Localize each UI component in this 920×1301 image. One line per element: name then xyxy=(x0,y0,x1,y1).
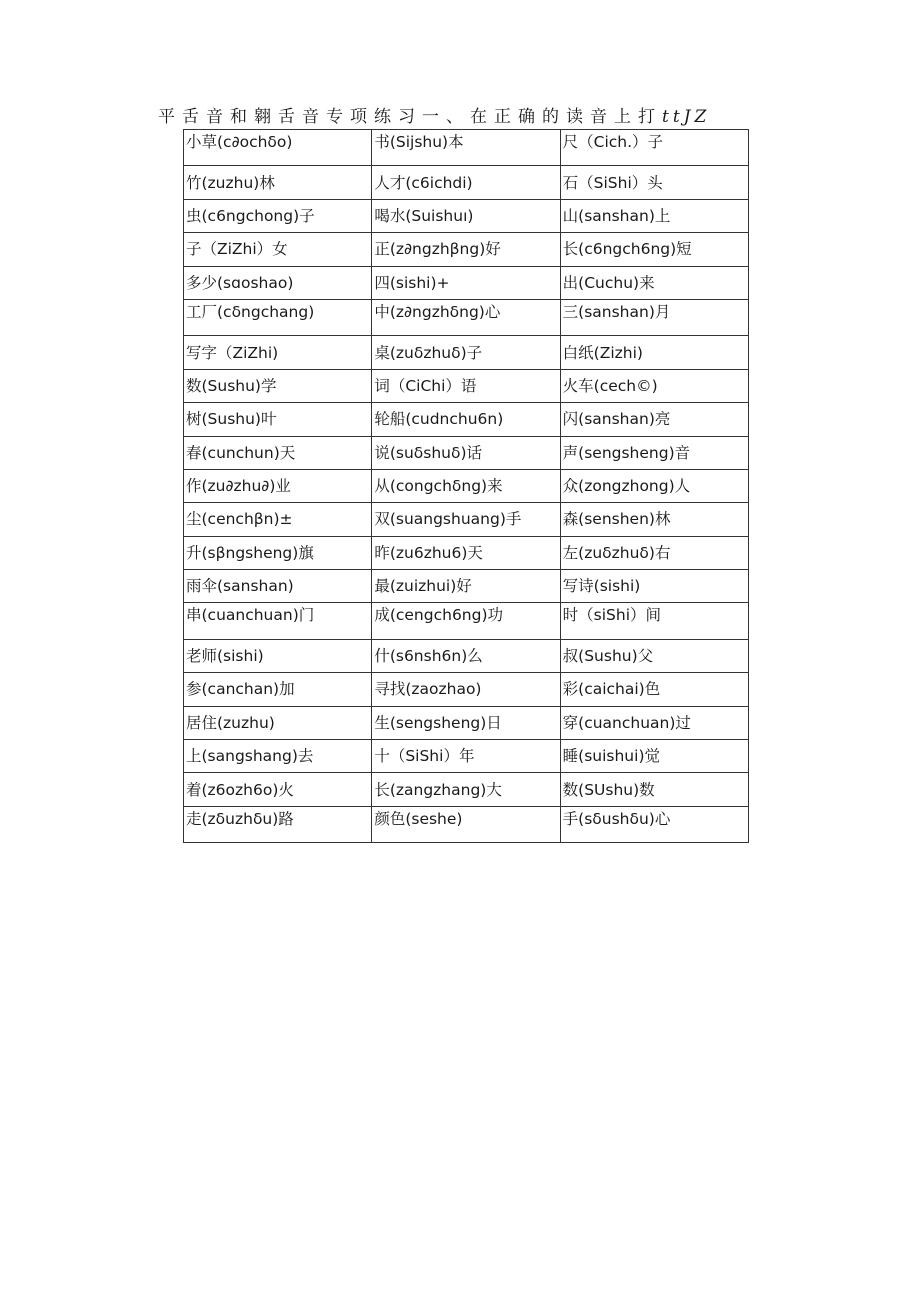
table-cell: 春(cunchun)天 xyxy=(184,436,372,469)
table-cell: 桌(zuδzhuδ)子 xyxy=(372,336,560,369)
table-cell: 老师(sishi) xyxy=(184,639,372,672)
table-row xyxy=(184,469,749,502)
table-cell: 时（siShi）间 xyxy=(560,603,748,639)
table-cell: 寻找(zaozhao) xyxy=(372,673,560,706)
page-title xyxy=(158,106,798,128)
table-cell: 书(Sijshu)本 xyxy=(372,130,560,166)
table-cell: 树(Sushu)叶 xyxy=(184,403,372,436)
table-row xyxy=(184,773,749,806)
table-cell: 数(SUshu)数 xyxy=(560,773,748,806)
table-row xyxy=(184,536,749,569)
table-cell: 昨(zu6zhu6)天 xyxy=(372,536,560,569)
table-cell: 轮船(cudnchu6n) xyxy=(372,403,560,436)
table-row xyxy=(184,130,749,166)
table-row xyxy=(184,233,749,266)
table-cell: 正(z∂ngzhβng)好 xyxy=(372,233,560,266)
table-row xyxy=(184,740,749,773)
table-cell: 彩(caichai)色 xyxy=(560,673,748,706)
table-cell: 十（SiShi）年 xyxy=(372,740,560,773)
table-cell: 雨伞(sanshan) xyxy=(184,570,372,603)
table-cell: 穿(cuanchuan)过 xyxy=(560,706,748,739)
table-cell: 升(sβngsheng)旗 xyxy=(184,536,372,569)
title-main: 平舌音和翱舌音专项练习一、在正确的读音上打 xyxy=(158,107,662,127)
table-row xyxy=(184,706,749,739)
table-row xyxy=(184,639,749,672)
table-cell: 居住(zuzhu) xyxy=(184,706,372,739)
table-cell: 四(sishi)+ xyxy=(372,266,560,299)
table-cell: 作(zu∂zhu∂)业 xyxy=(184,469,372,502)
table-cell: 生(sengsheng)日 xyxy=(372,706,560,739)
table-cell: 手(sδushδu)心 xyxy=(560,806,748,842)
table-cell: 竹(zuzhu)林 xyxy=(184,166,372,199)
table-cell: 双(suangshuang)手 xyxy=(372,503,560,536)
table-cell: 数(Sushu)学 xyxy=(184,369,372,402)
table-cell: 山(sanshan)上 xyxy=(560,199,748,232)
table-cell: 词（CiChi）语 xyxy=(372,369,560,402)
table-cell: 工厂(cδngchang) xyxy=(184,299,372,335)
table-cell: 闪(sanshan)亮 xyxy=(560,403,748,436)
table-cell: 成(cengch6ng)功 xyxy=(372,603,560,639)
table-cell: 森(senshen)林 xyxy=(560,503,748,536)
table-cell: 着(z6ozh6o)火 xyxy=(184,773,372,806)
table-cell: 三(sanshan)月 xyxy=(560,299,748,335)
table-cell: 多少(sɑoshao) xyxy=(184,266,372,299)
table-row xyxy=(184,166,749,199)
table-row xyxy=(184,503,749,536)
table-cell: 尘(cenchβn)± xyxy=(184,503,372,536)
table-cell: 左(zuδzhuδ)右 xyxy=(560,536,748,569)
table-row xyxy=(184,603,749,639)
table-cell: 出(Cuchu)来 xyxy=(560,266,748,299)
table-row xyxy=(184,673,749,706)
table-cell: 上(sangshang)去 xyxy=(184,740,372,773)
table-cell: 尺（Cich.）子 xyxy=(560,130,748,166)
table-cell: 声(sengsheng)音 xyxy=(560,436,748,469)
table-cell: 中(z∂ngzhδng)心 xyxy=(372,299,560,335)
table-cell: 人才(c6ichdi) xyxy=(372,166,560,199)
table-cell: 小草(c∂ochδo) xyxy=(184,130,372,166)
table-cell: 说(suδshuδ)话 xyxy=(372,436,560,469)
table-cell: 睡(suishui)觉 xyxy=(560,740,748,773)
table-cell: 从(congchδng)来 xyxy=(372,469,560,502)
table-cell: 子（ZiZhi）女 xyxy=(184,233,372,266)
table-cell: 火车(cech©) xyxy=(560,369,748,402)
table-cell: 虫(c6ngchong)子 xyxy=(184,199,372,232)
table-row xyxy=(184,436,749,469)
pinyin-table xyxy=(183,129,749,843)
table-cell: 石（SiShi）头 xyxy=(560,166,748,199)
table-row xyxy=(184,806,749,842)
table-cell: 参(canchan)加 xyxy=(184,673,372,706)
table-cell: 串(cuanchuan)门 xyxy=(184,603,372,639)
table-cell: 叔(Sushu)父 xyxy=(560,639,748,672)
table-row xyxy=(184,403,749,436)
title-tail: ttJZ xyxy=(662,107,711,127)
table-row xyxy=(184,369,749,402)
table-cell: 最(zuizhui)好 xyxy=(372,570,560,603)
table-row xyxy=(184,336,749,369)
table-cell: 长(c6ngch6ng)短 xyxy=(560,233,748,266)
table-row xyxy=(184,570,749,603)
table-cell: 众(zongzhong)人 xyxy=(560,469,748,502)
table-cell: 写字（ZiZhi) xyxy=(184,336,372,369)
table-cell: 颜色(seshe) xyxy=(372,806,560,842)
table-cell: 什(s6nsh6n)么 xyxy=(372,639,560,672)
table-row xyxy=(184,266,749,299)
table-cell: 写诗(sishi) xyxy=(560,570,748,603)
table-cell: 长(zangzhang)大 xyxy=(372,773,560,806)
table-row xyxy=(184,299,749,335)
table-cell: 白纸(Zizhi) xyxy=(560,336,748,369)
table-cell: 喝水(Suishuı) xyxy=(372,199,560,232)
table-row xyxy=(184,199,749,232)
table-cell: 走(zδuzhδu)路 xyxy=(184,806,372,842)
